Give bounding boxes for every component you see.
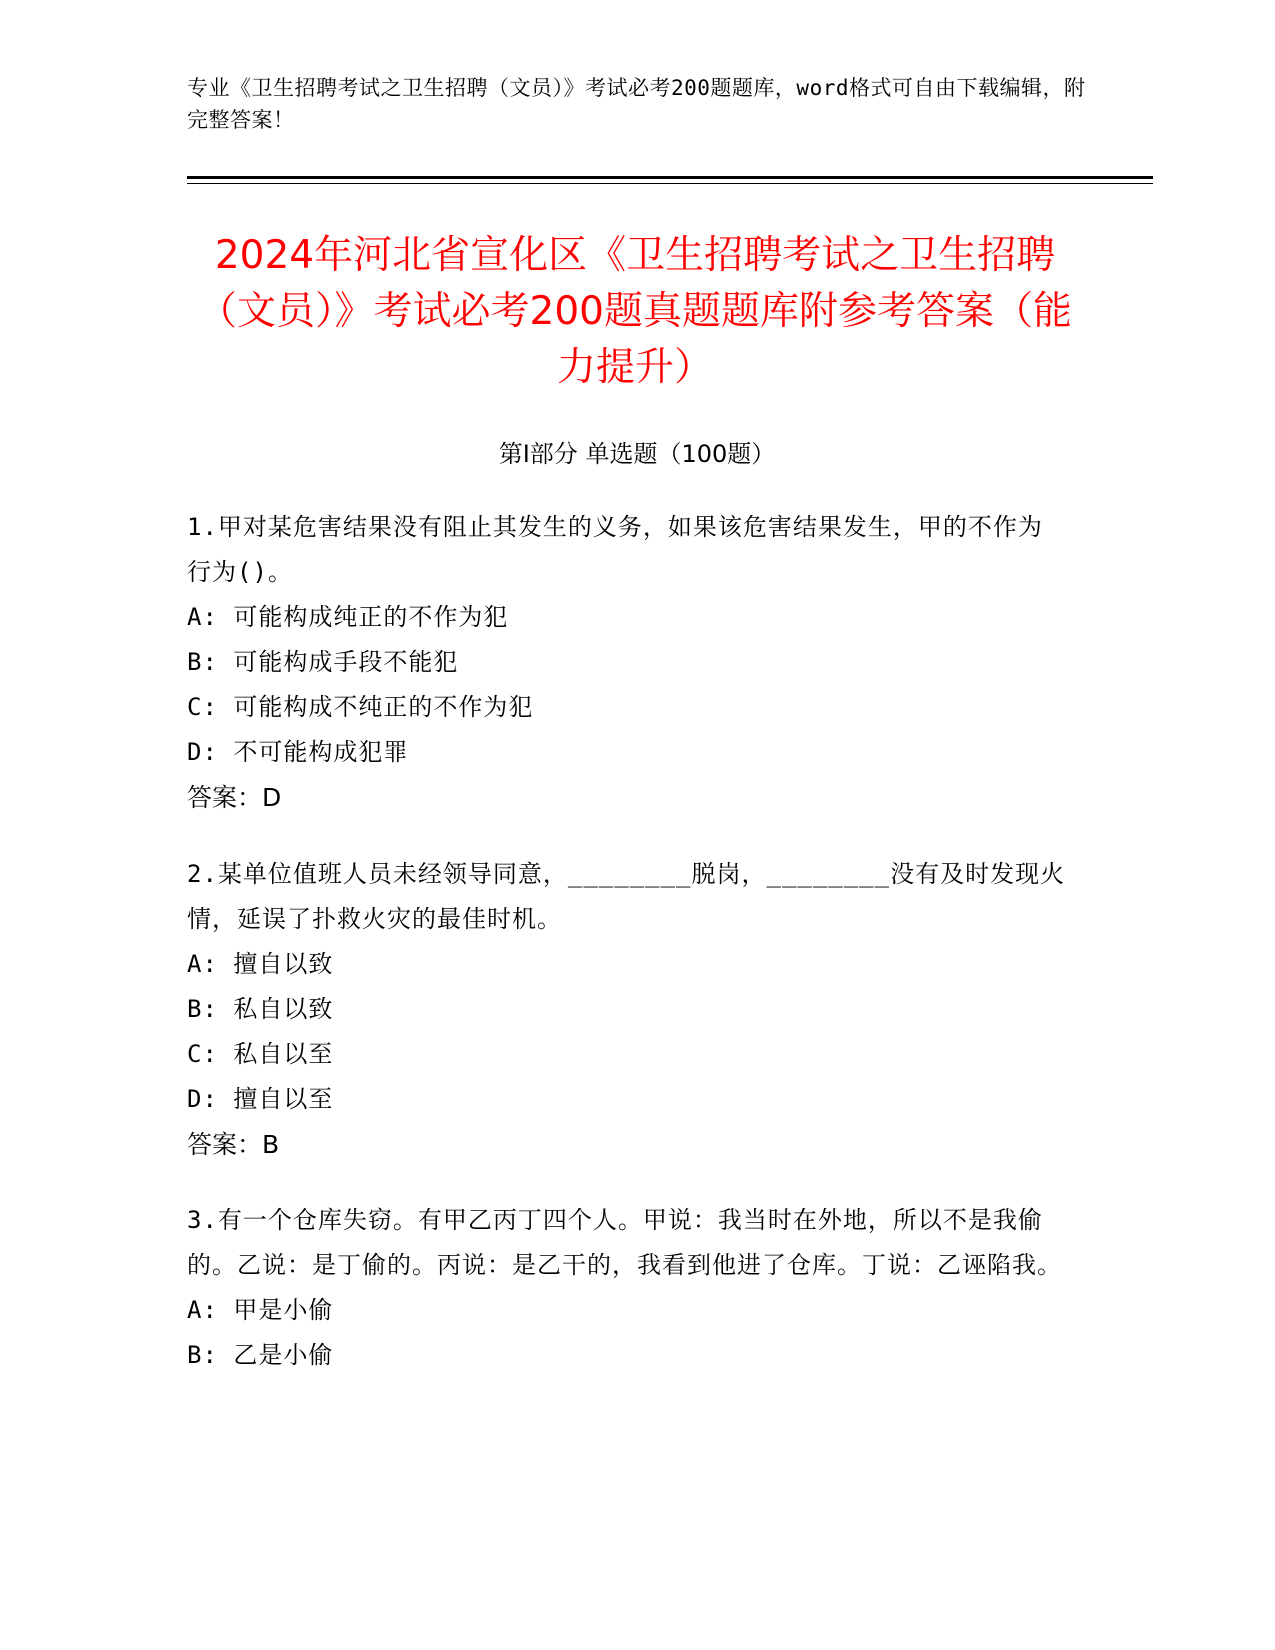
option-a: A: 可能构成纯正的不作为犯 (187, 603, 509, 631)
question-2 (187, 852, 1067, 1167)
answer: 答案：B (187, 1130, 280, 1159)
option-b: B: 可能构成手段不能犯 (187, 648, 459, 676)
question-1 (187, 505, 1067, 820)
question-stem: 2.某单位值班人员未经领导同意，________脱岗，________没有及时发现火情，延误了扑救火灾的最佳时机。 (187, 860, 1066, 933)
question-stem: 1.甲对某危害结果没有阻止其发生的义务，如果该危害结果发生，甲的不作为行为()。 (187, 513, 1043, 586)
option-d: D: 擅自以至 (187, 1085, 334, 1113)
option-b: B: 私自以致 (187, 995, 334, 1023)
option-c: C: 私自以至 (187, 1040, 334, 1068)
header-note: 专业《卫生招聘考试之卫生招聘（文员）》考试必考200题题库，word格式可自由下载编辑，附完整答案！ (187, 76, 1086, 132)
question-stem: 3.有一个仓库失窃。有甲乙丙丁四个人。甲说：我当时在外地，所以不是我偷的。乙说：是丁偷的。丙说：是乙干的，我看到他进了仓库。丁说：乙诬陷我。 (187, 1206, 1062, 1279)
header-divider-thick (187, 176, 1153, 179)
answer: 答案：D (187, 783, 282, 812)
option-d: D: 不可能构成犯罪 (187, 738, 409, 766)
question-3 (187, 1198, 1067, 1378)
option-c: C: 可能构成不纯正的不作为犯 (187, 693, 534, 721)
header-divider-thin (187, 183, 1153, 184)
option-a: A: 甲是小偷 (187, 1296, 334, 1324)
option-a: A: 擅自以致 (187, 950, 334, 978)
option-b: B: 乙是小偷 (187, 1341, 334, 1369)
document-title: 2024年河北省宣化区《卫生招聘考试之卫生招聘（文员）》考试必考200题真题题库附参考答案（能力提升） (198, 233, 1072, 390)
section-heading: 第Ⅰ部分 单选题（100题） (498, 440, 776, 468)
